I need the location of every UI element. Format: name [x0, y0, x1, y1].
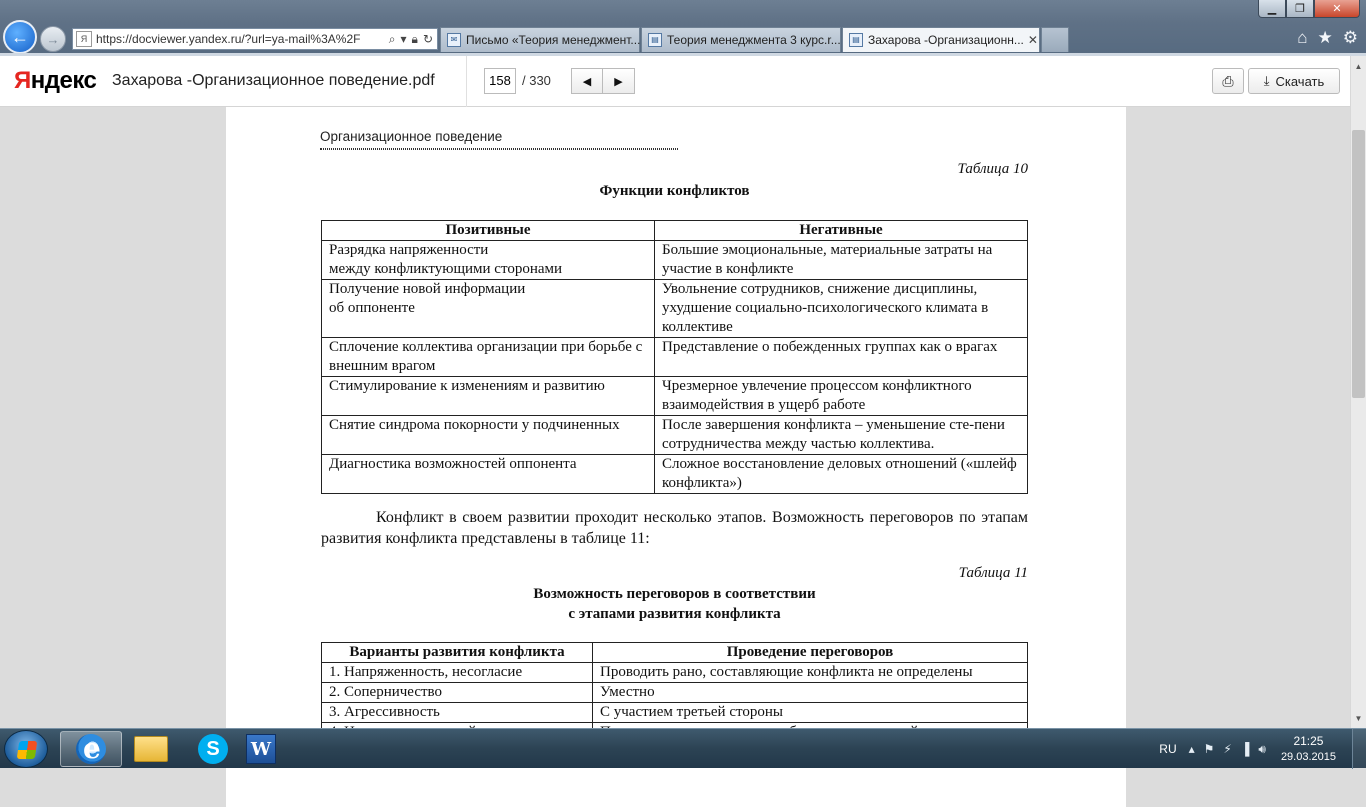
taskbar-internet-explorer[interactable] [60, 731, 122, 767]
tab-label: Теория менеджмента 3 курс.r... [667, 33, 841, 47]
previous-page-button[interactable] [571, 68, 603, 94]
triangle-right-icon: ▶ [614, 75, 623, 88]
taskbar-word[interactable] [230, 731, 292, 767]
table-cell: Представление о побежденных группах как о врагах [655, 338, 1028, 377]
taskbar-file-explorer[interactable] [120, 731, 182, 767]
scroll-up-icon[interactable]: ▲ [1354, 61, 1363, 71]
printer-icon: ⎙ [1222, 72, 1234, 89]
download-button[interactable] [1248, 68, 1340, 94]
power-icon[interactable]: ⚡ [1223, 742, 1232, 756]
lock-icon[interactable]: ▾ [400, 31, 407, 46]
arrow-right-icon: → [46, 31, 60, 47]
table-cell: Сложное восстановление деловых отношений («шлейф конфликта») [655, 455, 1028, 494]
table-cell: Сплочение коллектива организации при борьбе с внешним врагом [322, 338, 655, 377]
page-total: / 330 [522, 73, 551, 88]
lock-icon-secure[interactable]: 🔒︎ [411, 31, 418, 46]
close-tab-icon[interactable]: ✕ [1027, 33, 1038, 47]
vertical-scrollbar[interactable] [1350, 56, 1366, 728]
table-header: Позитивные [322, 221, 655, 241]
table10-number: Таблица 10 [957, 161, 1028, 177]
tab-strip [440, 27, 1069, 52]
word-icon: W [246, 734, 276, 764]
table-cell: Увольнение сотрудников, снижение дисциплины, ухудшение социально-психологического климата в коллективе [655, 280, 1028, 338]
scrollbar-thumb[interactable] [1352, 130, 1365, 398]
next-page-button[interactable] [603, 68, 635, 94]
document-icon: ▤ [648, 33, 662, 47]
table-cell: С участием третьей стороны [593, 703, 1028, 723]
table11-title-line2: с этапами развития конфликта [568, 606, 781, 622]
table-cell: Чрезмерное увлечение процессом конфликтного взаимодействия в ущерб работе [655, 377, 1028, 416]
viewer-header [0, 56, 1350, 107]
tab-label: Захарова -Организационн... [868, 33, 1024, 47]
maximize-button[interactable]: ❐ [1286, 0, 1314, 18]
folder-icon [134, 736, 168, 762]
skype-icon: S [198, 734, 228, 764]
table-row [322, 416, 1028, 455]
table-row [322, 683, 1028, 703]
clock[interactable] [1281, 733, 1336, 765]
close-window-button[interactable]: ✕ [1314, 0, 1360, 18]
table-row [322, 241, 1028, 280]
table-cell: 2. Соперничество [322, 683, 593, 703]
home-icon[interactable]: ⌂ [1297, 28, 1308, 47]
gear-icon[interactable]: ⚙ [1342, 28, 1358, 47]
minimize-button[interactable]: ▁ [1258, 0, 1286, 18]
chevron-up-icon[interactable]: ▴ [1188, 742, 1195, 756]
table-row [322, 455, 1028, 494]
new-tab-button[interactable] [1041, 27, 1069, 52]
forward-button[interactable] [40, 26, 66, 52]
header-divider [466, 56, 467, 107]
table-cell: Стимулирование к изменениям и развитию [322, 377, 655, 416]
browser-tools [1297, 28, 1358, 48]
document-viewport [0, 107, 1350, 728]
table-cell: 1. Напряженность, несогласие [322, 663, 593, 683]
start-button[interactable] [4, 730, 48, 768]
table11-number: Таблица 11 [958, 565, 1028, 581]
table-cell: Получение новой информации об оппоненте [322, 280, 655, 338]
arrow-left-icon: ← [11, 26, 29, 47]
address-url[interactable]: https://docviewer.yandex.ru/?url=ya-mail%3A%2F [96, 32, 361, 46]
table-header: Варианты развития конфликта [322, 643, 593, 663]
document-page [226, 107, 1126, 807]
address-bar[interactable] [72, 28, 438, 50]
internet-explorer-icon [76, 734, 106, 764]
clock-date: 29.03.2015 [1280, 751, 1336, 763]
table-header: Негативные [655, 221, 1028, 241]
tab-mail[interactable] [440, 27, 640, 52]
refresh-icon[interactable]: ↻ [422, 31, 433, 46]
volume-icon[interactable]: 🔊︎ [1258, 741, 1266, 756]
table-row [322, 703, 1028, 723]
table10-title: Функции конфликтов [599, 183, 750, 199]
action-center-flag-icon[interactable]: ⚑ [1203, 742, 1215, 756]
table-row [322, 377, 1028, 416]
page-navigation [571, 68, 635, 94]
table11-title-line1: Возможность переговоров в соответствии [533, 586, 816, 602]
table-cell: Большие эмоциональные, материальные затраты на участие в конфликте [655, 241, 1028, 280]
clock-time: 21:25 [1293, 734, 1324, 748]
document-icon: ▤ [849, 33, 863, 47]
triangle-left-icon: ◀ [582, 75, 592, 88]
tab-label: Письмо «Теория менеджмент... [466, 33, 641, 47]
document-title: Захарова -Организационное поведение.pdf [112, 72, 435, 89]
table-row [322, 338, 1028, 377]
back-button[interactable] [3, 20, 37, 54]
running-head-rule [320, 148, 678, 150]
table-conflict-functions [321, 220, 1028, 494]
browser-chrome [0, 0, 1366, 56]
download-label: Скачать [1275, 73, 1325, 89]
show-desktop-button[interactable] [1352, 729, 1366, 769]
mail-icon: ✉ [447, 33, 461, 47]
table-cell: Диагностика возможностей оппонента [322, 455, 655, 494]
tab-zakharova[interactable] [842, 27, 1040, 52]
site-favicon-icon: Я [76, 31, 92, 47]
table-row [322, 663, 1028, 683]
table-header: Проведение переговоров [593, 643, 1028, 663]
table-cell: 3. Агрессивность [322, 703, 593, 723]
star-icon[interactable]: ★ [1317, 28, 1333, 47]
window-controls [1258, 0, 1360, 18]
system-tray [1159, 729, 1366, 769]
network-signal-icon[interactable]: ▐ [1240, 742, 1250, 756]
page-number-input[interactable]: 158 [484, 68, 516, 94]
table-cell: После завершения конфликта – уменьшение сте-пени сотрудничества между частью коллектива. [655, 416, 1028, 455]
search-icon[interactable]: ⌕ [388, 31, 396, 46]
tab-management-theory[interactable] [641, 27, 841, 52]
download-icon: ⤓ [1263, 73, 1270, 88]
body-paragraph: Конфликт в своем развитии проходит несколько этапов. Возможность переговоров по этапам развития конфликта представлены в таблице 11: [321, 509, 1028, 547]
table-cell: Проводить рано, составляющие конфликта не определены [593, 663, 1028, 683]
taskbar [0, 728, 1366, 768]
table-row [322, 280, 1028, 338]
table-cell: Снятие синдрома покорности у подчиненных [322, 416, 655, 455]
running-head: Организационное поведение [320, 129, 503, 144]
scroll-down-icon[interactable]: ▼ [1354, 713, 1363, 723]
yandex-logo[interactable]: Яндекс [14, 67, 97, 94]
print-button[interactable] [1212, 68, 1244, 94]
table-cell: Уместно [593, 683, 1028, 703]
language-indicator[interactable]: RU [1159, 742, 1177, 756]
table-cell: Разрядка напряженности между конфликтующими сторонами [322, 241, 655, 280]
